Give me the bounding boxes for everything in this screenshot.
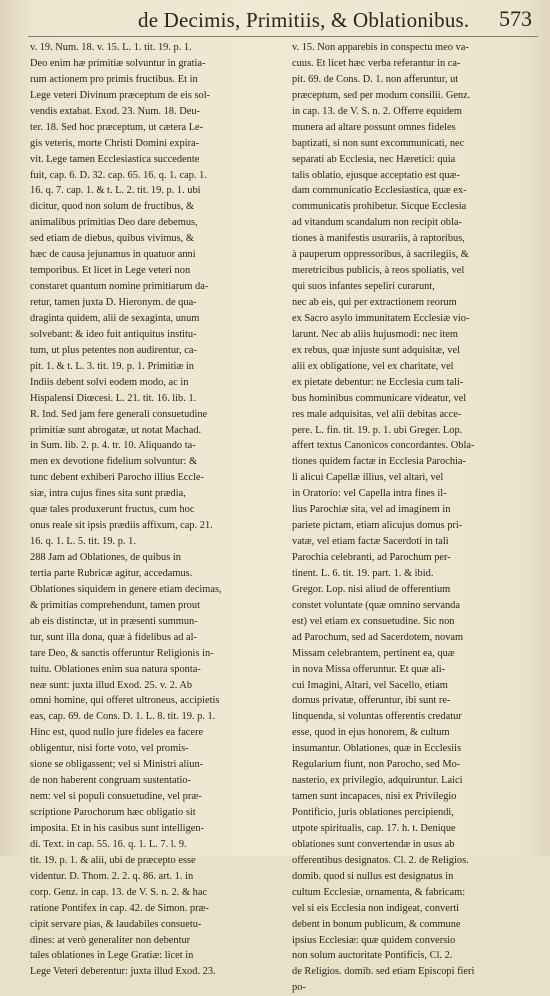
text-line: qui suos infantes sepeliri curarunt, (292, 281, 435, 293)
text-line: tertia parte Rubricæ agitur, accedamus. (30, 567, 193, 579)
text-line: vel si eis Ecclesia non indigeat, converti (292, 902, 460, 914)
text-line: offerentibus designatos. Cl. 2. de Religios. (292, 854, 469, 866)
text-line: pariete pictam, etiam alicujus domus pri- (292, 520, 463, 532)
text-line: Gregor. Lop. nisi aliud de offerentium (292, 583, 451, 595)
text-line: vit. Lege tamen Ecclesiastica succedente (30, 153, 200, 165)
text-line: tare Deo, & sanctis offeruntur Religionis in- (30, 647, 214, 659)
text-line: tur, sunt illa dona, quæ à fidelibus ad al- (30, 631, 197, 643)
text-line: utpote spiritualis, cap. 17. h. t. Denique (292, 822, 456, 834)
text-line: cuus. Et licet hæc verba referantur in ca- (292, 57, 461, 69)
text-line: 16. q. 7. cap. 1. & t. L. 2. tit. 19. p. 1. ubi (30, 185, 201, 197)
text-line: ex rebus, quæ injuste sunt adquisitæ, vel (292, 344, 460, 356)
text-line: tunc debent exhiberi Parocho illius Eccle- (30, 472, 204, 484)
text-line: onus reale sit ipsis prædiis affixum, cap. 21. (30, 520, 213, 532)
text-line: linquenda, si voluntas offerentis credatur (292, 711, 462, 723)
text-line: nasterio, ex privilegio, adquiruntur. Laici (292, 775, 463, 787)
text-line: tit. 19. p. 1. & alii, ubi de præcepto esse (30, 854, 196, 866)
header-rule (28, 36, 538, 37)
text-line: v. 15. Non apparebis in conspectu meo va- (292, 42, 469, 53)
text-line: tum, ut plus petentes non audirentur, ca- (30, 344, 197, 356)
text-line: in Oratorio: vel Capella intra fines il- (292, 488, 447, 500)
text-line: temporibus. Et licet in Lege veteri non (30, 265, 191, 277)
text-line: talis oblatio, ejusque acceptatio est quæ- (292, 169, 460, 181)
text-line: & primitias comprehendunt, tamen prout (30, 599, 200, 611)
text-line: dicitur, quod non solum de fructibus, & (30, 201, 195, 213)
text-line: draginta quidem, alii de sexaginta, unum (30, 312, 200, 324)
text-line: de non haberent congruam sustentatio- (30, 775, 192, 787)
text-line: Lege veteri Divinum præceptum de eis sol- (30, 89, 211, 101)
text-line: ex pietate debentur: ne Ecclesia cum tali- (292, 376, 464, 388)
text-line: retur, tamen juxta D. Hieronym. de qua- (30, 297, 197, 308)
text-line: Regularium fiunt, non Parocho, sed Mo- (292, 759, 461, 771)
text-line: munera ad altare possunt omnes fideles (292, 121, 456, 133)
text-line: tamen sunt incapaces, nisi ex Privilegio (292, 791, 457, 803)
text-line: tiones quidem factæ in Ecclesia Parochia- (292, 456, 466, 468)
text-line: vatæ, vel etiam factæ Sacerdoti in tali (292, 536, 449, 548)
text-line: à pauperum oppressoribus, à sacrilegiis, & (292, 249, 469, 261)
left-text-column (30, 40, 270, 980)
text-line: Pontificio, juris oblationes percipiendi, (292, 807, 454, 818)
text-line: omni homine, qui offeret ultroneus, accipietis (30, 695, 220, 707)
text-line: præceptum, sed per modum consilii. Genz. (292, 89, 471, 101)
text-line: tuitu. Oblationes enim sua natura sponta- (30, 663, 201, 675)
text-line: nem: vel si populi consuetudine, vel præ- (30, 791, 202, 803)
text-line: neæ sunt: juxta illud Exod. 25. v. 2. Ab (30, 679, 193, 691)
text-line: ex Sacro asylo immunitatem Ecclesiæ vio- (292, 312, 470, 324)
text-line: communicatis prohibetur. Sicque Ecclesia (292, 201, 467, 213)
text-line: dines: at verò generaliter non debentur (30, 934, 191, 946)
text-line: di. Text. in cap. 55. 16. q. 1. L. 7. l. 9. (30, 838, 187, 850)
right-text-column (292, 40, 532, 996)
text-line: constaret quantum nomine primitiarum da- (30, 281, 209, 293)
text-line: fuit, cap. 6. D. 32. cap. 65. 16. q. 1. cap. 1. (30, 169, 207, 181)
text-line: scriptione Parochorum hæc obligatio sit (30, 807, 196, 818)
page-number: 573 (499, 6, 532, 31)
text-line: ipsius Ecclesiæ: quæ quidem conversio (292, 934, 456, 946)
text-line: Indiis debent solvi eodem modo, ac in (30, 376, 189, 388)
page-header (20, 6, 540, 36)
text-line: in nova Missa offeruntur. Et quæ ali- (292, 663, 446, 675)
text-line: ratione Pontifex in cap. 42. de Simon. præ- (30, 902, 209, 914)
text-line: bus hominibus communicare videatur, vel (292, 392, 467, 404)
text-line: constet voluntate (quæ omnino servanda (292, 599, 460, 611)
text-line: obligentur, nisi forte voto, vel promis- (30, 743, 189, 755)
text-line: cultum Ecclesiæ, ornamenta, & fabricam: (292, 886, 466, 898)
text-line: imposita. Et in his casibus sunt intelligen- (30, 822, 205, 834)
text-line: esse, quod in ejus honorem, & cultum (292, 727, 450, 739)
text-line: animalibus primitias Deo dare debemus, (30, 217, 198, 229)
text-line: R. Ind. Sed jam fere generali consuetudine (30, 408, 208, 420)
text-line: solvebant: & ideo fuit antiquitus institu- (30, 328, 197, 340)
text-line: hæc de causa jejunamus in quatuor anni (30, 249, 196, 261)
text-line: eas, cap. 69. de Cons. D. 1. L. 8. tit. 19. p. 1. (30, 711, 216, 723)
text-line: gis veteris, morte Christi Domini expira- (30, 137, 200, 149)
text-line: in cap. 13. de V. S. n. 2. Offerre equidem (292, 105, 462, 117)
text-line: Lege Veteri deberentur: juxta illud Exod. 23. (30, 966, 216, 978)
text-line: sed etiam de diebus, quibus vivimus, & (30, 233, 194, 245)
text-line: larunt. Nec ab aliis hujusmodi: nec item (292, 328, 458, 340)
text-line: rum actionem pro primis fructibus. Et in (30, 73, 198, 85)
text-line: pit. 1. & t. L. 3. tit. 19. p. 1. Primitiæ in (30, 360, 194, 372)
text-line: li alicui Capellæ illius, vel altari, vel (292, 472, 444, 484)
text-line: men ex devotione fidelium solvuntur: & (30, 456, 198, 468)
text-line: meretricibus publicis, à reos spoliatis, vel (292, 265, 465, 277)
text-line: pit. 69. de Cons. D. 1. non afferuntur, ut (292, 73, 459, 85)
text-line: res male adquisitas, vel alii debitas acce- (292, 408, 462, 420)
text-line: domib. quod si nullus est designatus in (292, 870, 454, 882)
text-line: ter. 18. Sed hoc præceptum, ut cætera Le- (30, 121, 204, 133)
text-line: est) vel etiam ex consuetudine. Sic non (292, 615, 455, 627)
text-line: quæ tales produxerunt fructus, cum hoc (30, 504, 195, 516)
text-line: tales oblationes in Lege Gratiæ: licet in (30, 950, 194, 962)
text-line: non solum auctoritate Pontificis, Cl. 2. (292, 950, 453, 962)
text-line: vendis extabat. Exod. 23. Num. 18. Deu- (30, 105, 200, 117)
text-line: ad vitandum scandalum non recipit obla- (292, 217, 462, 229)
text-line: Missam celebrantem, pertinent ea, quæ (292, 647, 455, 659)
text-line: Oblationes siquidem in genere etiam decimas, (30, 583, 222, 595)
text-line: affert textus Canonicos concordantes. Obla- (292, 440, 475, 452)
text-line: tinent. L. 6. tit. 19. part. 1. & ibid. (292, 567, 434, 579)
text-line: ab eis distinctæ, ut in præsenti summun- (30, 615, 198, 627)
text-line: po- (292, 982, 306, 994)
text-line: oblationes sunt convertendæ in usus ab (292, 838, 455, 850)
text-line: cipit servare pias, & laudabiles consuetu- (30, 918, 202, 930)
text-line: lius Parochiæ sita, vel ad imaginem in (292, 504, 451, 516)
text-line: Hispalensi Diœcesi. L. 21. tit. 16. lib. 1. (30, 392, 197, 404)
text-line: Deo enim hæ primitiæ solvuntur in gratia- (30, 57, 206, 69)
text-line: baptizati, si non sunt excommunicati, nec (292, 137, 465, 149)
text-line: Parochia celebranti, ad Parochum per- (292, 552, 451, 563)
text-line: nec ab eis, qui per extractionem reorum (292, 297, 457, 308)
text-line: insumantur. Oblationes, quæ in Ecclesiis (292, 743, 462, 755)
text-line: alii ex obligatione, vel ex charitate, vel (292, 360, 454, 372)
text-line: 16. q. 1. L. 5. tit. 19. p. 1. (30, 536, 136, 548)
text-line: cui Imagini, Altari, vel Sacello, etiam (292, 679, 448, 691)
text-line: debent in bonum publicum, & commune (292, 918, 461, 930)
text-line: Hinc est, quod nullo jure fideles ea facere (30, 727, 204, 739)
text-line: videntur. D. Thom. 2. 2. q. 86. art. 1. in (30, 870, 194, 882)
text-line: ad Parochum, sed ad Sacerdotem, novam (292, 631, 464, 643)
text-line: in Sum. lib. 2. p. 4. tr. 10. Aliquando ta- (30, 440, 196, 452)
text-line: sione se obligassent; vel si Ministri aliun- (30, 759, 204, 771)
text-line: siæ, intra cujus fines sita sunt prædia, (30, 488, 186, 500)
text-line: separati ab Ecclesia, nec Hæretici: quia (292, 153, 456, 165)
text-line: corp. Genz. in cap. 13. de V. S. n. 2. & hac (30, 886, 208, 898)
text-line: pere. L. fin. tit. 19. p. 1. ubi Greger. Lop. (292, 424, 463, 436)
text-line: de Religios. domib. sed etiam Episcopi fieri (292, 966, 475, 978)
text-line: v. 19. Num. 18. v. 15. L. 1. tit. 19. p. 1. (30, 42, 192, 53)
text-line: primitiæ sunt abrogatæ, ut notat Machad. (30, 424, 202, 436)
text-line: 288 Jam ad Oblationes, de quibus in (30, 552, 181, 563)
running-title: de Decimis, Primitiis, & Oblationibus. (138, 8, 470, 32)
text-line: dam communicatio Ecclesiastica, quæ ex- (292, 185, 467, 197)
text-line: tiones à manifestis usurariis, à raptoribus, (292, 233, 465, 245)
text-line: domus privatæ, offeruntur, ibi sunt re- (292, 695, 451, 707)
